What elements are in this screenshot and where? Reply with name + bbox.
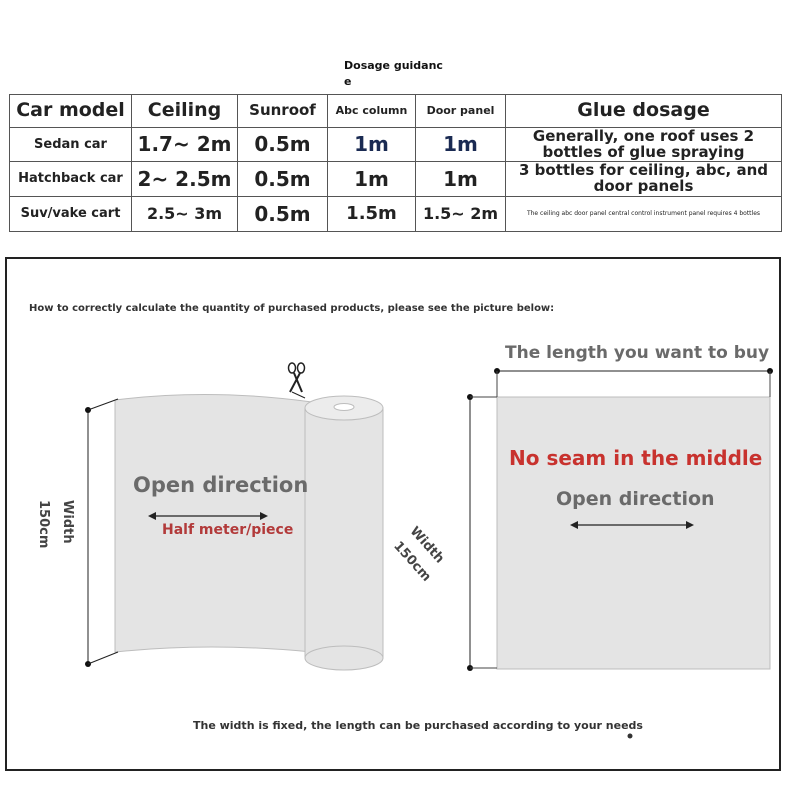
cell-glue: The ceiling abc door panel central control instrument panel requires 4 bottles [506,197,782,232]
howto-text: How to correctly calculate the quantity of purchased products, please see the picture below: [29,303,555,314]
flat-sheet [497,397,770,669]
cell-door: 1.5~ 2m [416,197,506,232]
cell-abc: 1m [328,162,416,197]
length-label: The length you want to buy [505,343,770,363]
cell-door: 1m [416,128,506,162]
header-car-model: Car model [10,95,132,128]
cell-ceiling: 2~ 2.5m [132,162,238,197]
cell-door: 1m [416,162,506,197]
width-label-left: Width 150cm [36,500,75,549]
cell-sunroof: 0.5m [238,162,328,197]
no-seam-label: No seam in the middle [509,446,763,470]
cell-sunroof: 0.5m [238,197,328,232]
open-direction-right: Open direction [556,488,715,510]
half-meter-label: Half meter/piece [162,522,294,538]
cell-ceiling: 2.5~ 3m [132,197,238,232]
cell-model: Hatchback car [10,162,132,197]
cell-abc: 1m [328,128,416,162]
cell-sunroof: 0.5m [238,128,328,162]
header-abc-column: Abc column [328,95,416,128]
header-glue-dosage: Glue dosage [506,95,782,128]
cell-ceiling: 1.7~ 2m [132,128,238,162]
open-direction-left: Open direction [133,473,309,497]
fabric-roll [305,408,383,658]
fabric-roll-bottom [305,646,383,670]
width-label-right: Width 150cm [390,524,447,585]
header-ceiling: Ceiling [132,95,238,128]
roll-core [334,404,354,411]
header-door-panel: Door panel [416,95,506,128]
dosage-caption: Dosage guidance [344,59,443,88]
cell-model: Suv/vake cart [10,197,132,232]
cell-glue: 3 bottles for ceiling, abc, and door panels [506,162,782,197]
scissors-icon [289,363,305,392]
cell-model: Sedan car [10,128,132,162]
cell-abc: 1.5m [328,197,416,232]
header-sunroof: Sunroof [238,95,328,128]
fixed-width-note: The width is fixed, the length can be purchased according to your needs [193,719,643,732]
cell-glue: Generally, one roof uses 2 bottles of glue spraying [506,128,782,162]
